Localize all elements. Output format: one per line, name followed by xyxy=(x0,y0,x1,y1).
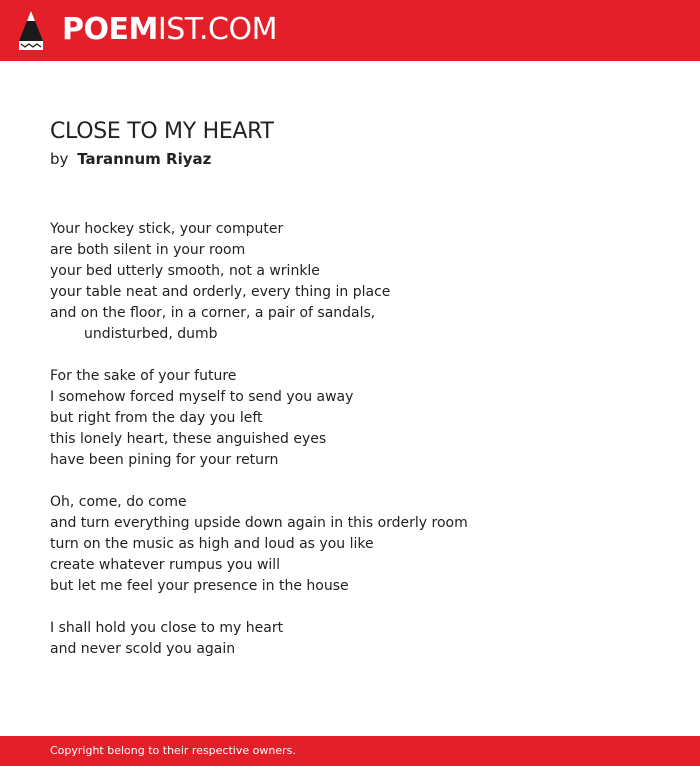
poem-line: your bed utterly smooth, not a wrinkle xyxy=(50,263,320,279)
poem-line: I shall hold you close to my heart xyxy=(50,620,284,636)
poem-title: CLOSE TO MY HEART xyxy=(50,119,274,144)
poem-line: this lonely heart, these anguished eyes xyxy=(50,431,327,447)
pencil-icon[interactable] xyxy=(18,9,44,52)
poem-line: have been pining for your return xyxy=(50,452,279,468)
poem-line: Oh, come, do come xyxy=(50,494,187,510)
poem-line: but right from the day you left xyxy=(50,410,263,426)
copyright-notice: Copyright belong to their respective owners. xyxy=(50,744,296,757)
author-name: Tarannum Riyaz xyxy=(77,150,212,168)
brand-bold-text: POEM xyxy=(62,12,158,47)
site-logo-text[interactable] xyxy=(62,13,277,47)
stanza xyxy=(50,618,468,660)
poem-line: but let me feel your presence in the house xyxy=(50,578,349,594)
brand-light-text: IST.COM xyxy=(157,12,277,47)
site-footer xyxy=(0,736,700,766)
poem-line: undisturbed, dumb xyxy=(84,326,218,342)
poem-body xyxy=(50,219,468,681)
site-header xyxy=(0,0,700,61)
poem-line: and on the floor, in a corner, a pair of sandals, xyxy=(50,305,376,321)
poem-line: are both silent in your room xyxy=(50,242,246,258)
poem-line: I somehow forced myself to send you away xyxy=(50,389,354,405)
stanza xyxy=(50,492,468,597)
stanza xyxy=(50,219,468,345)
poem-line: your table neat and orderly, every thing in place xyxy=(50,284,391,300)
poem-line: Your hockey stick, your computer xyxy=(50,221,284,237)
poem-line: and turn everything upside down again in this orderly room xyxy=(50,515,468,531)
by-label: by xyxy=(50,150,69,168)
stanza xyxy=(50,366,468,471)
poem-line: For the sake of your future xyxy=(50,368,237,384)
poem-line: and never scold you again xyxy=(50,641,236,657)
poem-line: create whatever rumpus you will xyxy=(50,557,281,573)
poem-line: turn on the music as high and loud as you like xyxy=(50,536,374,552)
byline xyxy=(50,149,211,169)
